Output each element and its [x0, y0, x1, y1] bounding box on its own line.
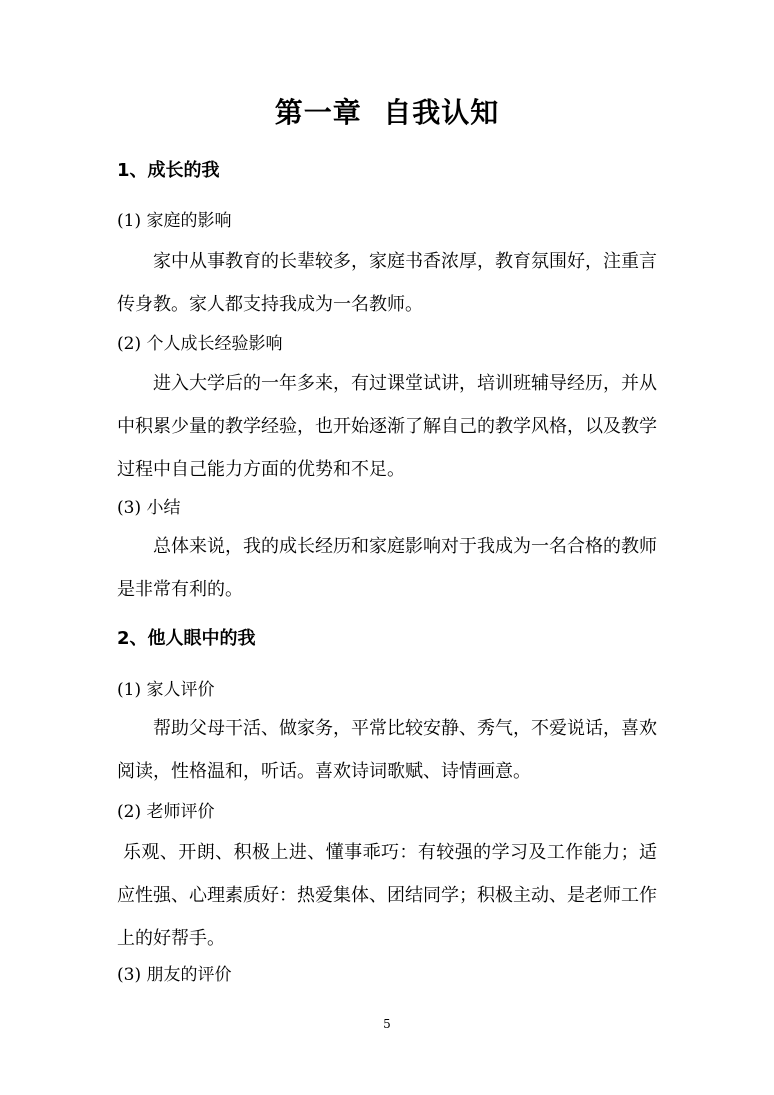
paragraph-teacher-evaluation: 乐观、开朗、积极上进、懂事乖巧：有较强的学习及工作能力；适应性强、心理素质好：热爱集体、团结同学；积极主动、是老师工作上的好帮手。 [117, 842, 657, 949]
section-heading-growth: 1、成长的我 [117, 160, 220, 181]
paragraph-personal-growth: 进入大学后的一年多来，有过课堂试讲，培训班辅导经历，并从中积累少量的教学经验，也开始逐渐了解自己的教学风格，以及教学过程中自己能力方面的优势和不足。 [117, 373, 657, 480]
subheading-family-influence: (1) 家庭的影响 [117, 211, 232, 231]
subheading-friend-evaluation: (3) 朋友的评价 [117, 965, 232, 985]
chapter-title: 第一章 自我认知 [274, 96, 500, 129]
paragraph-family-influence: 家中从事教育的长辈较多，家庭书香浓厚，教育氛围好，注重言传身教。家人都支持我成为一名教师。 [117, 251, 657, 315]
paragraph-summary: 总体来说，我的成长经历和家庭影响对于我成为一名合格的教师是非常有利的。 [117, 536, 657, 600]
subheading-family-evaluation: (1) 家人评价 [117, 680, 215, 700]
subheading-teacher-evaluation: (2) 老师评价 [117, 802, 215, 822]
subheading-personal-growth: (2) 个人成长经验影响 [117, 334, 283, 354]
paragraph-family-evaluation: 帮助父母干活、做家务，平常比较安静、秀气，不爱说话，喜欢阅读，性格温和，听话。喜欢诗词歌赋、诗情画意。 [117, 718, 657, 782]
page-number: 5 [383, 1017, 391, 1031]
subheading-summary: (3) 小结 [117, 498, 181, 518]
section-heading-others-view: 2、他人眼中的我 [117, 628, 256, 649]
